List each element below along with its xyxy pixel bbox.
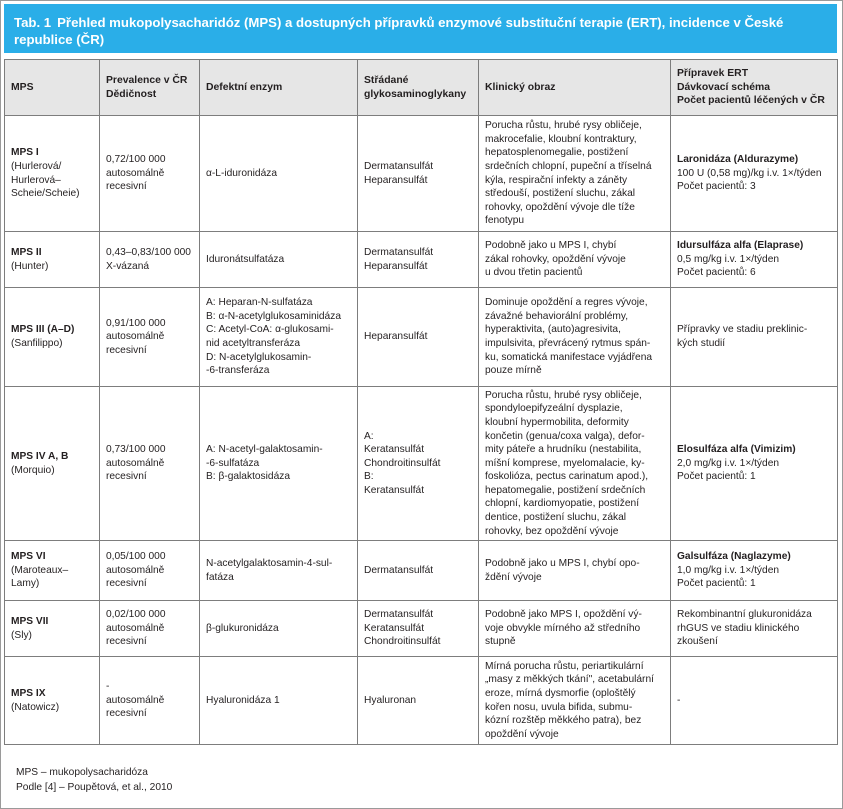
cell-line: impulsivita, převrácený rytmus spán- [485,338,651,349]
cell-ert [671,601,838,657]
cell-line: (Maroteaux– [11,564,69,576]
cell-line: Počet pacientů: 1 [677,471,756,483]
cell-line: Chondroitinsulfát [364,457,441,469]
cell-enzyme [200,116,358,232]
cell-line: Mírná porucha růstu, periartikulární [485,660,644,672]
cell-line: rhGUS ve stadiu klinického [677,622,800,634]
cell-line: 0,5 mg/kg i.v. 1×/týden [677,253,780,265]
mps-type-name: MPS VI [11,551,46,563]
ert-product-name: Elosulfáza alfa (Vimizim) [677,444,796,456]
cell-line: kýla, respirační infekty a záněty [485,174,628,186]
cell-line: Dermatansulfát [364,246,434,258]
table-row [5,288,838,387]
mps-type-name: MPS VII [11,615,49,627]
cell-line: hepatomegalie, postižení srdečních [485,484,646,496]
cell-mps [5,387,100,541]
cell-line: fatáza [206,571,234,583]
cell-line: Dermatansulfát [364,609,434,621]
header-enzyme: Defektní enzym [200,60,358,116]
cell-line: autosomálně [106,457,165,469]
cell-line: hepatosplenomegalie, postižení [485,147,629,159]
cell-line: (Sanfilippo) [11,338,63,349]
cell-prevalence [100,601,200,657]
cell-line: Hurlerová– [11,174,61,186]
ert-product-name: Galsulfáza (Naglazyme) [677,551,791,563]
cell-line: -6-transferáza [206,365,270,377]
cell-ert [671,288,838,387]
cell-ert [671,116,838,232]
cell-line: recesivní [106,708,147,720]
cell-ert [671,232,838,288]
cell-line: Rekombinantní glukuronidáza [677,609,812,621]
cell-line: u dvou třetin pacientů [485,267,583,279]
cell-clinical [479,232,671,288]
cell-line: A: N-acetyl-galaktosamin- [206,444,323,456]
cell-line: (Sly) [11,629,32,641]
cell-gag [358,601,479,657]
cell-line: Podobně jako MPS I, opoždění vý- [485,609,642,621]
cell-mps [5,541,100,601]
cell-line: Počet pacientů: 6 [677,267,756,279]
cell-mps [5,232,100,288]
cell-line: Dominuje opoždění a regres vývoje, [485,297,648,309]
cell-line: eroze, mírná dysmorfie (oploštělý [485,687,636,699]
cell-line: středouší, postižení sluchu, zákal [485,188,636,200]
cell-line: autosomálně [106,331,165,343]
cell-gag [358,541,479,601]
cell-line: Lamy) [11,578,40,590]
cell-line: makrocefalie, kloubní kontraktury, [485,133,637,145]
cell-line: spondyloepifyzeální dysplazie, [485,403,623,415]
cell-clinical [479,116,671,232]
table-row [5,232,838,288]
cell-line: mity páteře a hrudníku (nestabilita, [485,444,642,456]
cell-line: Scheie/Scheie) [11,188,80,200]
cell-line: stupně [485,636,516,648]
cell-line: kózní rozštěp měkkého patra), bez [485,715,642,727]
cell-line: 1,0 mg/kg i.v. 1×/týden [677,564,780,576]
cell-ert [671,387,838,541]
cell-line: A: Heparan-N-sulfatáza [206,297,313,309]
cell-line: Dermatansulfát [364,564,434,576]
footer-abbreviation: MPS – mukopolysacharidóza [16,767,148,778]
mps-type-name: MPS IX [11,687,46,699]
cell-line: autosomálně [106,167,165,179]
cell-mps [5,601,100,657]
cell-line: opoždění vývoje [485,728,559,740]
cell-line: dentice, postižení sluchu, zákal [485,512,627,524]
cell-ert [671,541,838,601]
cell-line: Keratansulfát [364,444,425,456]
table-row [5,387,838,541]
cell-line: autosomálně [106,622,165,634]
header-ert: Přípravek ERT Dávkovací schéma Počet pacientů léčených v ČR [671,60,838,116]
cell-line: D: N-acetylglukosamin- [206,351,312,363]
ert-product-name: Idursulfáza alfa (Elaprase) [677,240,804,252]
cell-line: C: Acetyl-CoA: α-glukosami- [206,324,334,336]
cell-line: recesivní [106,471,147,483]
cell-line: recesivní [106,181,147,193]
cell-line: 0,02/100 000 [106,609,166,621]
mps-type-name: MPS II [11,246,42,258]
cell-ert [671,657,838,745]
cell-enzyme [200,541,358,601]
cell-prevalence [100,288,200,387]
cell-line: recesivní [106,636,147,648]
ert-product-name: Laronidáza (Aldurazyme) [677,154,799,166]
cell-line: Hyaluronidáza 1 [206,694,280,706]
cell-gag [358,288,479,387]
mps-table [4,59,838,745]
cell-line: Heparansulfát [364,331,428,343]
cell-line: Keratansulfát [364,622,425,634]
table-label: Tab. 1 [14,15,52,30]
cell-line: voje obvykle mírného až středního [485,622,641,634]
cell-line: Podobně jako u MPS I, chybí opo- [485,557,640,569]
cell-prevalence [100,657,200,745]
cell-line: 0,73/100 000 [106,444,166,456]
cell-line: zkoušení [677,636,718,648]
header-clinical: Klinický obraz [479,60,671,116]
cell-line: Porucha růstu, hrubé rysy obličeje, [485,120,642,132]
cell-gag [358,387,479,541]
cell-line: N-acetylgalaktosamin-4-sul- [206,557,333,569]
cell-line: (Natowicz) [11,701,60,713]
cell-line: Keratansulfát [364,484,425,496]
cell-prevalence [100,232,200,288]
cell-line: Podobně jako u MPS I, chybí [485,240,617,252]
cell-line: (Morquio) [11,464,55,476]
cell-mps [5,657,100,745]
table-row [5,541,838,601]
mps-type-name: MPS III (A–D) [11,324,75,336]
cell-line: rohovky, bez opoždění vývoje [485,525,619,537]
cell-line: X-vázaná [106,260,150,272]
cell-enzyme [200,657,358,745]
cell-enzyme [200,288,358,387]
cell-line: Přípravky ve stadiu preklinic- [677,324,808,336]
mps-type-name: MPS IV A, B [11,450,69,462]
cell-line: nid acetyltransferáza [206,338,301,349]
cell-line: -6-sulfatáza [206,457,260,469]
header-prevalence: Prevalence v ČR Dědičnost [100,60,200,116]
cell-line: recesivní [106,578,147,590]
cell-line: závažné behaviorální problémy, [485,310,629,322]
cell-line: rohovky, opoždění vývoje dle tíže [485,201,635,213]
cell-line: foskolióza, pectus carinatum apod.), [485,471,649,483]
cell-line: Hyaluronan [364,694,417,706]
cell-line: zákal rohovky, opoždění vývoje [485,253,626,265]
cell-line: kloubní hypermobilita, deformity [485,416,629,428]
cell-line: hyperaktivita, (auto)agresivita, [485,324,621,336]
cell-mps [5,116,100,232]
cell-line: fenotypu [485,215,525,227]
table-row [5,657,838,745]
mps-type-name: MPS I [11,147,39,159]
cell-enzyme [200,232,358,288]
table-caption: Přehled mukopolysacharidóz (MPS) a dostupných přípravků enzymové substituční terapie (ERT), incidence v České republice (ČR) [14,15,784,47]
cell-line: α-L-iduronidáza [206,167,278,179]
cell-gag [358,232,479,288]
table-row [5,601,838,657]
cell-line: končetin (genua/coxa valga), defor- [485,430,645,442]
cell-line: - [677,694,681,706]
cell-line: míšní komprese, myelomalacie, ky- [485,457,645,469]
cell-line: Heparansulfát [364,174,428,186]
cell-line: 0,43–0,83/100 000 [106,246,191,258]
table-title-bar [4,4,837,53]
cell-line: 0,72/100 000 [106,154,166,166]
header-gag: Střádané glykosaminoglykany [358,60,479,116]
cell-mps [5,288,100,387]
cell-line: ku, somatická manifestace vyjádřena [485,351,653,363]
cell-clinical [479,541,671,601]
cell-line: kořen nosu, uvula bifida, submu- [485,701,633,713]
header-row [5,60,838,116]
cell-prevalence [100,387,200,541]
cell-line: - [106,681,110,693]
cell-line: Dermatansulfát [364,160,434,172]
cell-gag [358,657,479,745]
cell-line: autosomálně [106,564,165,576]
cell-clinical [479,657,671,745]
cell-gag [358,116,479,232]
cell-enzyme [200,601,358,657]
cell-line: A: [364,430,374,442]
cell-clinical [479,601,671,657]
cell-prevalence [100,116,200,232]
cell-enzyme [200,387,358,541]
cell-clinical [479,387,671,541]
table-title [4,4,837,48]
table-footer [16,766,172,795]
cell-line: srdečních chlopní, pupeční a tříselná [485,160,652,172]
cell-line: Chondroitinsulfát [364,636,441,648]
table-row [5,116,838,232]
header-mps: MPS [5,60,100,116]
cell-line: Porucha růstu, hrubé rysy obličeje, [485,389,642,401]
cell-line: pouze mírně [485,365,542,377]
cell-line: B: β-galaktosidáza [206,471,291,483]
cell-line: (Hurlerová/ [11,160,62,172]
cell-line: ždění vývoje [485,571,542,583]
cell-clinical [479,288,671,387]
cell-line: β-glukuronidáza [206,622,279,634]
cell-line: chlopní, kardiomyopatie, postižení [485,498,640,510]
cell-line: autosomálně [106,694,165,706]
cell-line: recesivní [106,344,147,356]
cell-line: Počet pacientů: 3 [677,181,756,193]
cell-line: Heparansulfát [364,260,428,272]
cell-line: kých studií [677,338,726,349]
cell-line: Počet pacientů: 1 [677,578,756,590]
cell-line: 0,91/100 000 [106,317,166,329]
cell-prevalence [100,541,200,601]
cell-line: 0,05/100 000 [106,551,166,563]
cell-line: „masy z měkkých tkání", acetabulární [485,674,654,686]
cell-line: 2,0 mg/kg i.v. 1×/týden [677,457,780,469]
cell-line: (Hunter) [11,260,49,272]
footer-source: Podle [4] – Poupětová, et al., 2010 [16,781,173,793]
cell-line: Iduronátsulfatáza [206,253,285,265]
cell-line: 100 U (0,58 mg)/kg i.v. 1×/týden [677,167,822,179]
cell-line: B: α-N-acetylglukosaminidáza [206,310,341,322]
cell-line: B: [364,471,374,483]
